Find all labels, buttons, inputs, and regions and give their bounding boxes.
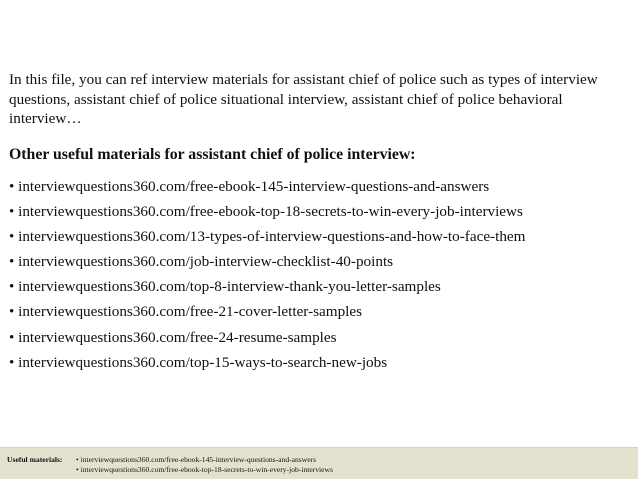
list-item-link[interactable]: • interviewquestions360.com/free-ebook-top-18-secrets-to-win-every-job-interviews — [9, 203, 523, 221]
list-item-link[interactable]: • interviewquestions360.com/job-interview-checklist-40-points — [9, 253, 394, 271]
footer-link[interactable]: • interviewquestions360.com/free-ebook-145-interview-questions-and-answers — [76, 455, 317, 464]
list-item-link[interactable]: • interviewquestions360.com/top-15-ways-to-search-new-jobs — [9, 353, 388, 371]
footer-links-list — [76, 455, 333, 475]
footer-label: Useful materials: — [7, 455, 63, 464]
footer-bar — [0, 447, 638, 479]
list-item-link[interactable]: • interviewquestions360.com/top-8-interview-thank-you-letter-samples — [9, 278, 441, 296]
intro-paragraph: In this file, you can ref interview materials for assistant chief of police such as types of interview questions, assistant chief of police situational interview, assistant chief of police behavioral interview… — [9, 71, 598, 127]
footer-link[interactable]: • interviewquestions360.com/free-ebook-top-18-secrets-to-win-every-job-interviews — [76, 465, 333, 474]
list-item-link[interactable]: • interviewquestions360.com/13-types-of-interview-questions-and-how-to-face-them — [9, 228, 526, 246]
list-item-link[interactable]: • interviewquestions360.com/free-ebook-145-interview-questions-and-answers — [9, 178, 490, 195]
materials-list — [9, 177, 634, 378]
list-item-link[interactable]: • interviewquestions360.com/free-21-cover-letter-samples — [9, 303, 363, 321]
list-item-link[interactable]: • interviewquestions360.com/free-24-resume-samples — [9, 328, 337, 346]
materials-heading: Other useful materials for assistant chief of police interview: — [9, 146, 416, 163]
